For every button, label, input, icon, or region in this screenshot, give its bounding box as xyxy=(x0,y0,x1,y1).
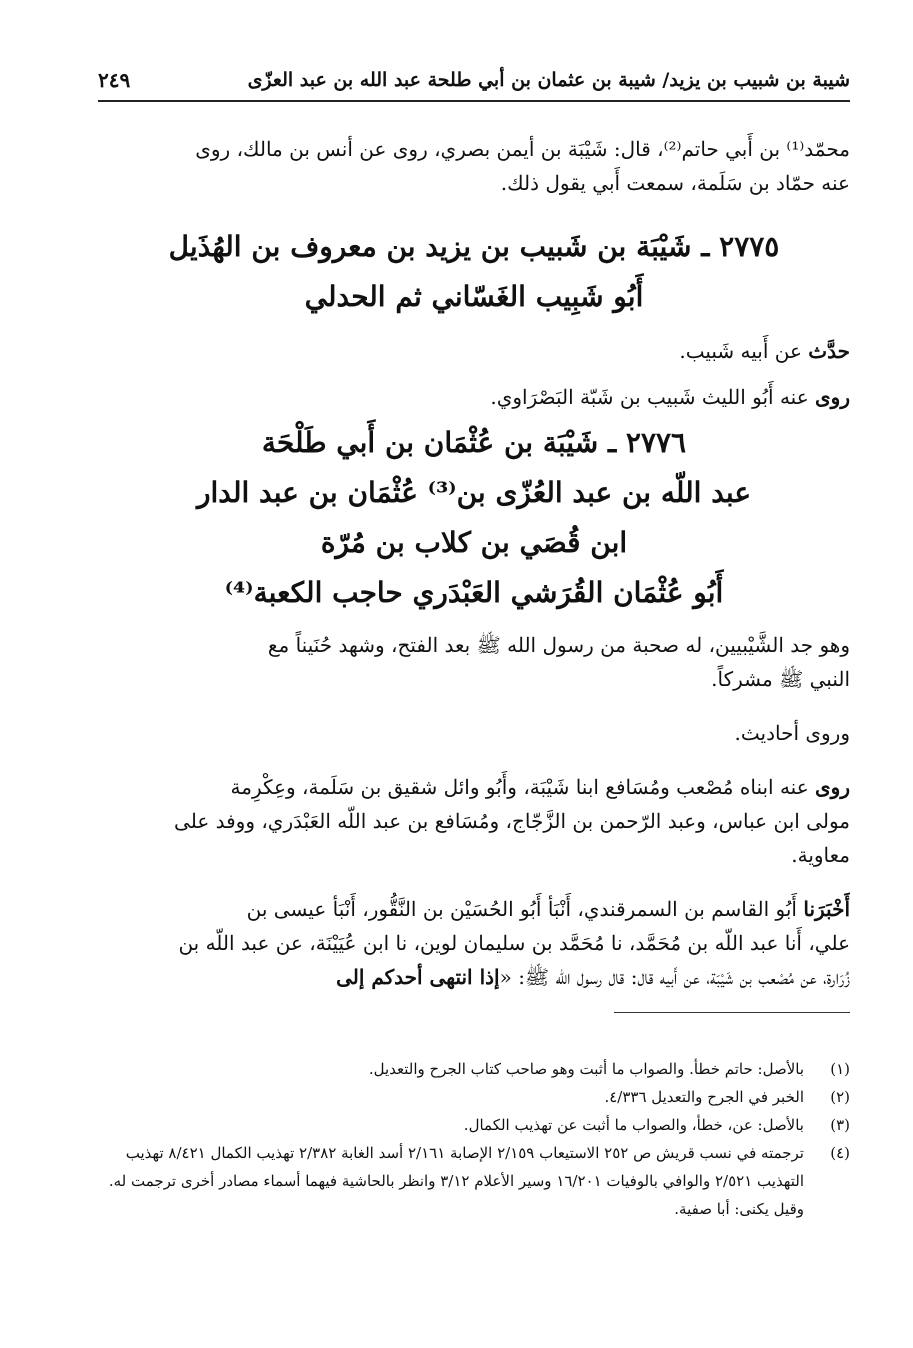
text-line: مولى ابن عباس، وعبد الرّحمن بن الزَّجّاج، ومُسَافع بن عبد اللّه العَبْدَري، ووفد على xyxy=(174,809,850,833)
footnote-number: (٢) xyxy=(830,1088,850,1106)
keyword: أَخْبَرَنا xyxy=(803,897,850,921)
entry-title-line: ابن قُصَي بن كلاب بن مُرّة xyxy=(320,526,628,559)
footnotes xyxy=(98,1055,850,1223)
entry-2776-body xyxy=(98,628,850,994)
entry-2775-heading xyxy=(98,222,850,322)
running-title: شيبة بن شبيب بن يزيد/ شيبة بن عثمان بن أبي طلحة عبد الله بن عبد العزّى xyxy=(247,69,850,91)
footnote-divider xyxy=(614,1012,850,1013)
text-span: زُرَارة، عن مُصْعب بن شَيْبَة، عن أَبيه قال: قال رسول الله ﷺ: « xyxy=(499,965,850,989)
text-line: معاوية. xyxy=(791,843,850,867)
text-span: عنه أَبُو الليث شَبيب بن شَبّة البَصْرَاوي. xyxy=(490,385,816,409)
footnote-item xyxy=(98,1139,850,1195)
footnote-item xyxy=(98,1111,850,1139)
footnote-number: (٤) xyxy=(830,1144,850,1162)
keyword: حدَّث xyxy=(808,339,850,363)
text-span: عنه ابناه مُصْعب ومُسَافع ابنا شَيْبَة، وأَبُو وائل شقيق بن سَلَمة، وعِكْرِمة xyxy=(230,775,816,799)
page-number: ٢٤٩ xyxy=(98,68,131,92)
footnote-number xyxy=(814,1195,850,1223)
footnote-item xyxy=(98,1083,850,1111)
footnote-text: وقيل يكنى: أبا صفية. xyxy=(674,1200,804,1218)
text-line: وروى أحاديث. xyxy=(734,721,850,745)
header-divider xyxy=(98,100,850,102)
text-span: عن أَبيه شَبيب. xyxy=(679,339,809,363)
keyword: روى xyxy=(815,385,850,409)
entry-title-line: ٢٧٧٦ ـ شَيْبَة بن عُثْمَان بن أَبي طَلْحَة xyxy=(261,426,687,459)
hadith-start: إذا انتهى أحدكم إلى xyxy=(336,965,500,989)
keyword: روى xyxy=(815,775,850,799)
footnote-item xyxy=(98,1195,850,1223)
text-line xyxy=(98,380,850,414)
footnote-text: بالأصل: حاتم خطأ. والصواب ما أثبت وهو صاحب كتاب الجرح والتعديل. xyxy=(368,1060,804,1078)
footnote-text: الخبر في الجرح والتعديل ٤/٣٣٦. xyxy=(604,1088,804,1106)
footnote-number: (١) xyxy=(830,1060,850,1078)
text-line: محمّد⁽¹⁾ بن أَبي حاتم⁽²⁾، قال: شَيْبَة بن أيمن بصري، روى عن أنس بن مالك، روى xyxy=(195,137,850,161)
text-line xyxy=(98,334,850,368)
text-line: عنه حمّاد بن سَلَمة، سمعت أَبي يقول ذلك. xyxy=(500,171,850,195)
text-line xyxy=(98,770,850,804)
entry-2775-body xyxy=(98,334,850,414)
text-line: وهو جد الشَّيْبيين، له صحبة من رسول الله ﷺ بعد الفتح، وشهد حُنَيناً مع xyxy=(267,633,850,657)
text-line xyxy=(98,892,850,926)
footnote-text: بالأصل: عن، خطأ، والصواب ما أثبت عن تهذيب الكمال. xyxy=(463,1116,804,1134)
entry-title-line: ٢٧٧٥ ـ شَيْبَة بن شَبيب بن يزيد بن معروف بن الهُذَيل xyxy=(168,230,780,263)
entry-title-line: عبد اللّه بن عبد العُزّى بن⁽³⁾ عُثْمَان بن عبد الدار xyxy=(196,476,752,509)
text-span: أَبُو القاسم بن السمرقندي، أَنْبَأ أَبُو الحُسَيْن بن النَّقُّور، أَنْبَأ عيسى بن xyxy=(246,897,804,921)
text-line xyxy=(98,960,850,994)
intro-paragraph xyxy=(98,132,850,200)
footnote-number: (٣) xyxy=(830,1116,850,1134)
entry-title-line: أَبُو شَبِيب الغَسّاني ثم الحدلي xyxy=(304,280,644,313)
footnote-item xyxy=(98,1055,850,1083)
entry-2776-heading xyxy=(98,418,850,618)
text-line: علي، أَنا عبد اللّه بن مُحَمَّد، نا مُحَمَّد بن سليمان لوين، نا ابن عُيَيْنَة، عن عبد اللّه بن xyxy=(178,931,850,955)
footnote-text: ترجمته في نسب قريش ص ٢٥٢ الاستيعاب ٢/١٥٩ الإصابة ٢/١٦١ أسد الغابة ٢/٣٨٢ تهذيب الكمال ٨/٤٢١ تهذيب التهذيب ٢/٥٢١ والوافي بالوفيات ١٦/٢٠١ وسير الأعلام ٣/١٢ وانظر بالحاشية فيهما أسماء مصادر أخرى ترجمت له. xyxy=(108,1144,804,1190)
running-header xyxy=(98,62,850,98)
entry-title-line: أَبُو عُثْمَان القُرَشي العَبْدَري حاجب الكعبة⁽⁴⁾ xyxy=(224,576,724,609)
text-line: النبي ﷺ مشركاً. xyxy=(711,667,850,691)
